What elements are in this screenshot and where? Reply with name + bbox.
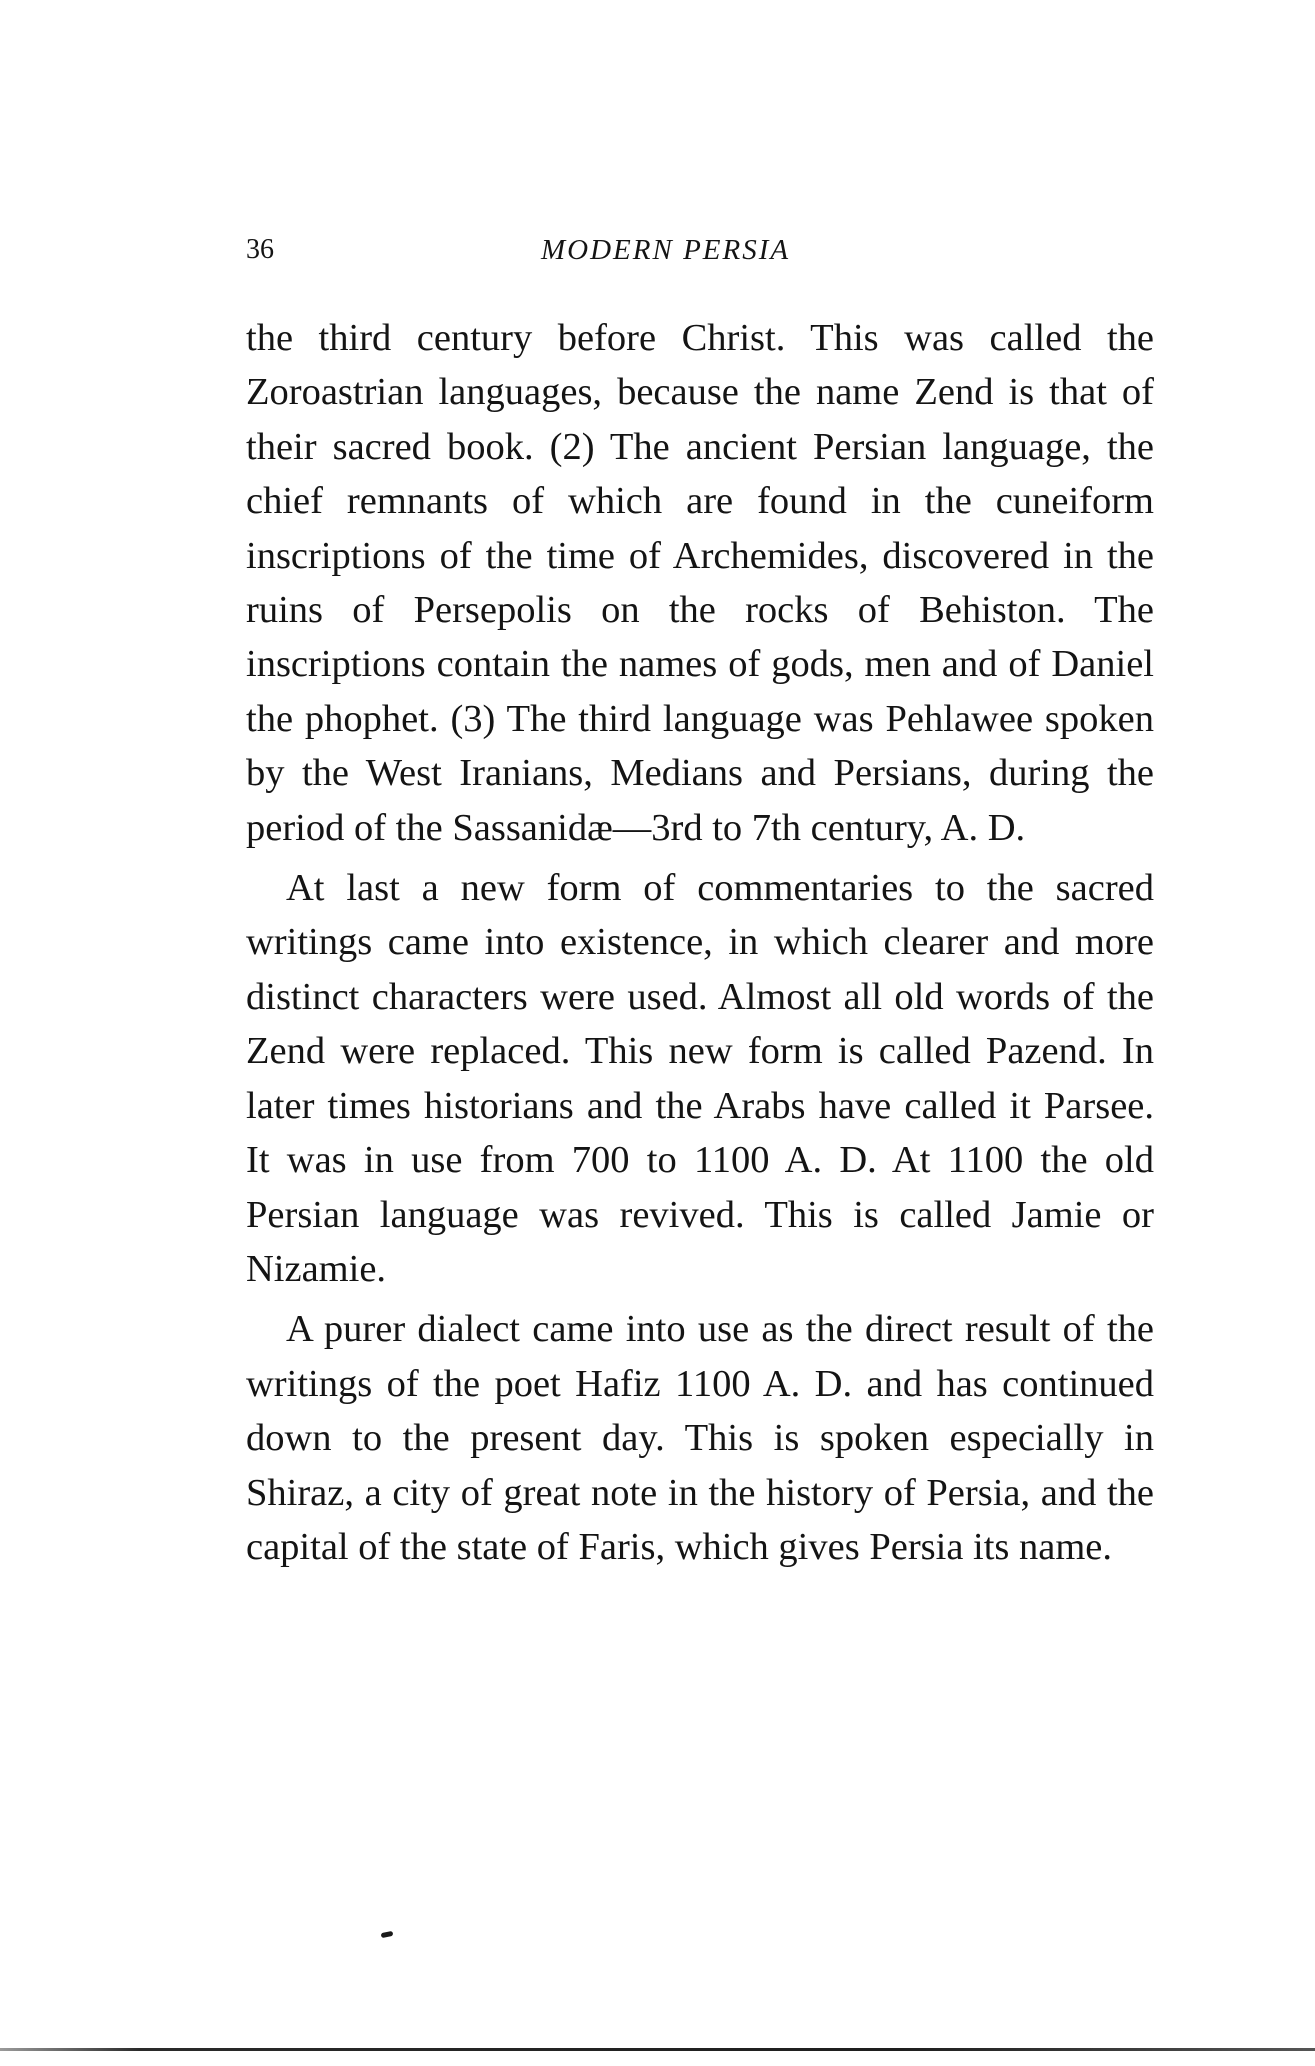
running-title: MODERN PERSIA xyxy=(541,234,791,266)
paragraph-pazend: At last a new form of commentaries to the sacred writings came into existence, in which clearer and more distinct characters were used. Almost all old words of the Zend were replaced. This new form is called Pazend. In later times historians and the Arabs have called it Parsee. It was in use from 700 to 1100 A. D. At 1100 the old Persian language was revived. This is called Jamie or Nizamie. xyxy=(246,867,1154,1290)
page-number: 36 xyxy=(246,234,274,265)
running-head xyxy=(246,228,866,272)
ink-speck-mark xyxy=(381,1931,394,1938)
body-text xyxy=(246,311,1154,1574)
paragraph-continued: the third century before Christ. This was called the Zoroastrian languages, because the name Zend is that of their sacred book. (2) The ancient Persian language, the chief remnants of which are found in the cuneiform inscriptions of the time of Archemides, discovered in the ruins of Persepolis on the rocks of Behiston. The inscriptions contain the names of gods, men and of Daniel the phophet. (3) The third language was Pehlawee spoken by the West Iranians, Medians and Persians, during the period of the Sassanidæ—3rd to 7th century, A. D. xyxy=(246,317,1154,849)
scan-edge-line xyxy=(0,2048,1315,2051)
paragraph-hafiz-dialect: A purer dialect came into use as the direct result of the writings of the poet Hafiz 1100 A. D. and has continued down to the present day. This is spoken especially in Shiraz, a city of great note in the history of Persia, and the capital of the state of Faris, which gives Persia its name. xyxy=(246,1308,1154,1568)
